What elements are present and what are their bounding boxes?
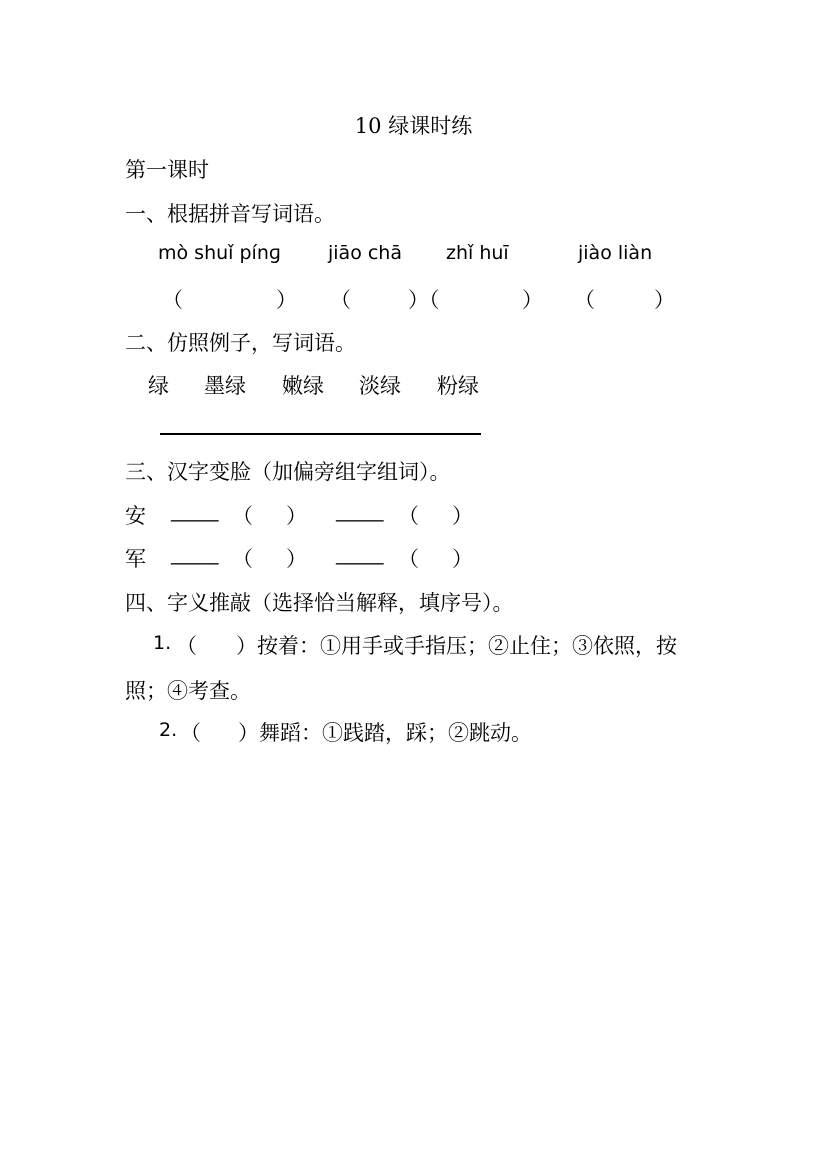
example-word: 墨绿 xyxy=(204,374,246,398)
bracket-open: （ xyxy=(176,634,197,658)
fill-blank: _____ xyxy=(336,500,384,522)
pinyin-3: zhǐ huī xyxy=(446,242,509,264)
bracket-close: ） xyxy=(286,504,307,528)
fill-blank: _____ xyxy=(171,543,219,565)
answer-bracket-close: ） xyxy=(522,288,543,312)
answer-bracket-open: （ xyxy=(330,288,351,312)
example-word: 粉绿 xyxy=(437,374,479,398)
definition-text-cont: 照；④考查。 xyxy=(125,679,251,703)
example-word: 淡绿 xyxy=(359,374,401,398)
answer-line xyxy=(160,433,481,435)
bracket-close: ） xyxy=(452,547,473,571)
bracket-open: （ xyxy=(398,504,419,528)
definition-text: ）按着：①用手或手指压；②止住；③依照，按 xyxy=(236,634,677,658)
q4-heading: 四、字义推敲（选择恰当解释，填序号）。 xyxy=(125,591,514,615)
lesson-label: 第一课时 xyxy=(125,158,209,182)
example-word: 绿 xyxy=(148,374,169,398)
bracket-open: （ xyxy=(232,504,253,528)
pinyin-2: jiāo chā xyxy=(328,242,402,264)
q1-heading: 一、根据拼音写词语。 xyxy=(125,202,335,226)
bracket-close: ） xyxy=(452,504,473,528)
pinyin-1: mò shuǐ pínɡ xyxy=(158,242,281,264)
definition-text: ）舞蹈：①践踏，踩；②跳动。 xyxy=(238,721,532,745)
answer-bracket-close: ） xyxy=(276,288,297,312)
answer-bracket-open: （ xyxy=(162,288,183,312)
base-char: 安 xyxy=(125,504,146,528)
bracket-close: ） xyxy=(286,547,307,571)
bracket-open: （ xyxy=(232,547,253,571)
answer-bracket-close: ） xyxy=(654,288,675,312)
base-char: 军 xyxy=(125,547,146,571)
q3-heading: 三、汉字变脸（加偏旁组字组词）。 xyxy=(125,460,451,484)
example-word: 嫩绿 xyxy=(282,374,324,398)
pinyin-4: jiào liàn xyxy=(578,242,653,264)
page-title: 10 绿课时练 xyxy=(354,114,473,138)
fill-blank: _____ xyxy=(336,543,384,565)
bracket-open: （ xyxy=(398,547,419,571)
bracket-open: （ xyxy=(180,721,201,745)
fill-blank: _____ xyxy=(171,500,219,522)
answer-bracket-close-open: ）（ xyxy=(408,288,440,312)
item-number: 2. xyxy=(159,719,178,741)
answer-bracket-open: （ xyxy=(574,288,595,312)
q2-heading: 二、仿照例子，写词语。 xyxy=(125,331,356,355)
item-number: 1. xyxy=(153,632,172,654)
